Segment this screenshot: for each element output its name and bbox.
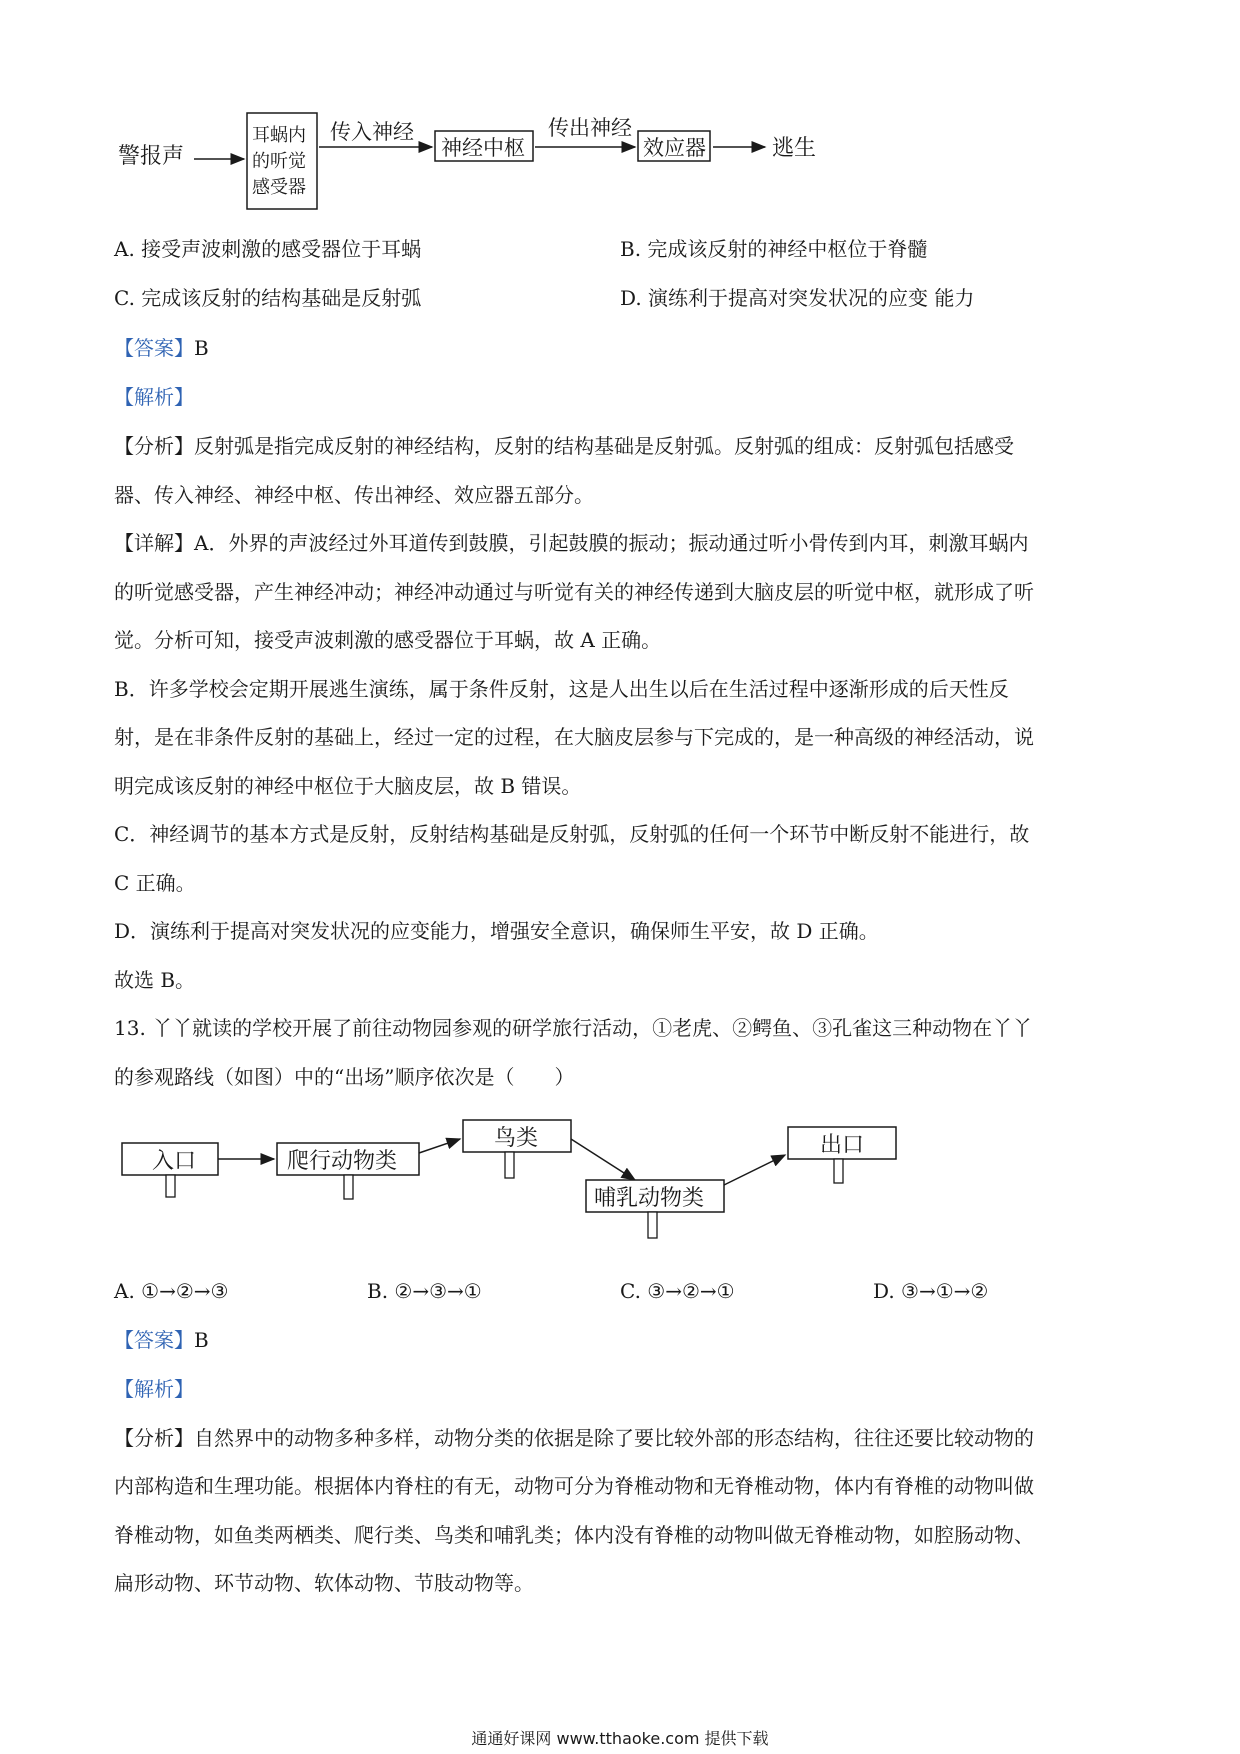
q12-xiangjie-line-2: 的听觉感受器，产生神经冲动；神经冲动通过与听觉有关的神经传递到大脑皮层的听觉中枢，就形成了听 bbox=[114, 580, 1034, 604]
xiangjie-tag: 【详解】 bbox=[114, 531, 194, 555]
q12-answer bbox=[114, 333, 209, 363]
fenxi-tag: 【分析】 bbox=[114, 1426, 194, 1450]
q12-fenxi-line-1 bbox=[114, 431, 1014, 461]
q13-stem-line-2: 的参观路线（如图）中的“出场”顺序依次是（ ） bbox=[114, 1065, 575, 1089]
reflex-arc-diagram bbox=[110, 105, 870, 215]
receptor-line-3: 感受器 bbox=[252, 177, 306, 198]
q13-option-b: B. ②→③→① bbox=[367, 1279, 482, 1303]
answer-tag: 【答案】 bbox=[114, 1328, 194, 1352]
fenxi-text: 自然界中的动物多种多样，动物分类的依据是除了要比较外部的形态结构，往往还要比较动物的 bbox=[194, 1426, 1034, 1450]
q13-option-c: C. ③→②→① bbox=[620, 1279, 735, 1303]
escape-label: 逃生 bbox=[772, 136, 817, 161]
q13-fenxi-line-1 bbox=[114, 1423, 1034, 1453]
entrance-post bbox=[166, 1175, 175, 1197]
q12-xiangjie-line-9: D．演练利于提高对突发状况的应变能力，增强安全意识，确保师生平安，故 D 正确。 bbox=[114, 919, 879, 943]
q12-xiangjie-line-7: C．神经调节的基本方式是反射，反射结构基础是反射弧，反射弧的任何一个环节中断反射不能进行，故 bbox=[114, 822, 1030, 846]
receptor-line-1: 耳蜗内 bbox=[252, 125, 306, 146]
q12-option-b: B. 完成该反射的神经中枢位于脊髓 bbox=[620, 237, 928, 261]
stimulus-label: 警报声 bbox=[118, 144, 185, 169]
q12-xiangjie-line-3: 觉。分析可知，接受声波刺激的感受器位于耳蜗，故 A 正确。 bbox=[114, 628, 662, 652]
arrow-mammals-exit bbox=[724, 1155, 785, 1185]
q12-option-c: C. 完成该反射的结构基础是反射弧 bbox=[114, 286, 422, 310]
birds-label: 鸟类 bbox=[494, 1126, 539, 1151]
q13-jiexi-tag: 【解析】 bbox=[114, 1377, 194, 1401]
q13-option-a: A. ①→②→③ bbox=[114, 1279, 229, 1303]
q12-xiangjie-line-6: 明完成该反射的神经中枢位于大脑皮层，故 B 错误。 bbox=[114, 774, 582, 798]
mammals-label: 哺乳动物类 bbox=[594, 1186, 705, 1211]
q13-fenxi-line-4: 扁形动物、环节动物、软体动物、节肢动物等。 bbox=[114, 1571, 534, 1595]
q13-option-d: D. ③→①→② bbox=[873, 1279, 989, 1303]
answer-tag: 【答案】 bbox=[114, 336, 194, 360]
q13-fenxi-line-3: 脊椎动物，如鱼类两栖类、爬行类、鸟类和哺乳类；体内没有脊椎的动物叫做无脊椎动物，如腔肠动物、 bbox=[114, 1523, 1034, 1547]
q12-xiangjie-line-4: B．许多学校会定期开展逃生演练，属于条件反射，这是人出生以后在生活过程中逐渐形成的后天性反 bbox=[114, 677, 1009, 701]
fenxi-tag: 【分析】 bbox=[114, 434, 194, 458]
reptiles-label: 爬行动物类 bbox=[287, 1149, 398, 1174]
mammals-post bbox=[648, 1212, 657, 1238]
effector-label: 效应器 bbox=[643, 136, 706, 160]
xiangjie-text: A．外界的声波经过外耳道传到鼓膜，引起鼓膜的振动；振动通过听小骨传到内耳，刺激耳蜗内 bbox=[194, 531, 1029, 555]
entrance-label: 入口 bbox=[152, 1149, 197, 1174]
q12-xiangjie-line-8: C 正确。 bbox=[114, 871, 196, 895]
q12-xiangjie-line-10: 故选 B。 bbox=[114, 968, 196, 992]
q12-fenxi-line-2: 器、传入神经、神经中枢、传出神经、效应器五部分。 bbox=[114, 483, 594, 507]
q12-jiexi-tag: 【解析】 bbox=[114, 385, 194, 409]
q13-fenxi-line-2: 内部构造和生理功能。根据体内脊柱的有无，动物可分为脊椎动物和无脊椎动物，体内有脊椎的动物叫做 bbox=[114, 1474, 1034, 1498]
arrow-reptiles-birds bbox=[419, 1139, 460, 1153]
fenxi-text: 反射弧是指完成反射的神经结构，反射的结构基础是反射弧。反射弧的组成：反射弧包括感受 bbox=[194, 434, 1014, 458]
answer-value: B bbox=[194, 336, 209, 360]
exit-post bbox=[834, 1159, 843, 1183]
arrow-birds-mammals bbox=[571, 1139, 635, 1180]
reptiles-post bbox=[344, 1175, 353, 1199]
zoo-route-diagram bbox=[110, 1115, 910, 1255]
answer-value: B bbox=[194, 1328, 209, 1352]
exit-label: 出口 bbox=[820, 1133, 865, 1158]
afferent-nerve-label: 传入神经 bbox=[330, 120, 414, 144]
page-footer: 通通好课网 www.tthaoke.com 提供下载 bbox=[471, 1729, 769, 1748]
efferent-nerve-label: 传出神经 bbox=[548, 116, 632, 140]
q12-option-d: D. 演练利于提高对突发状况的应变 能力 bbox=[620, 286, 975, 310]
q12-option-a: A. 接受声波刺激的感受器位于耳蜗 bbox=[114, 237, 422, 261]
q13-answer bbox=[114, 1325, 209, 1355]
q13-stem-line-1: 13. 丫丫就读的学校开展了前往动物园参观的研学旅行活动，①老虎、②鳄鱼、③孔雀这三种动物在丫丫 bbox=[114, 1016, 1033, 1040]
birds-post bbox=[505, 1152, 514, 1178]
q12-xiangjie-line-1 bbox=[114, 528, 1028, 558]
q12-xiangjie-line-5: 射，是在非条件反射的基础上，经过一定的过程，在大脑皮层参与下完成的，是一种高级的神经活动，说 bbox=[114, 725, 1034, 749]
nerve-center-label: 神经中枢 bbox=[441, 136, 525, 160]
receptor-line-2: 的听觉 bbox=[252, 151, 306, 172]
